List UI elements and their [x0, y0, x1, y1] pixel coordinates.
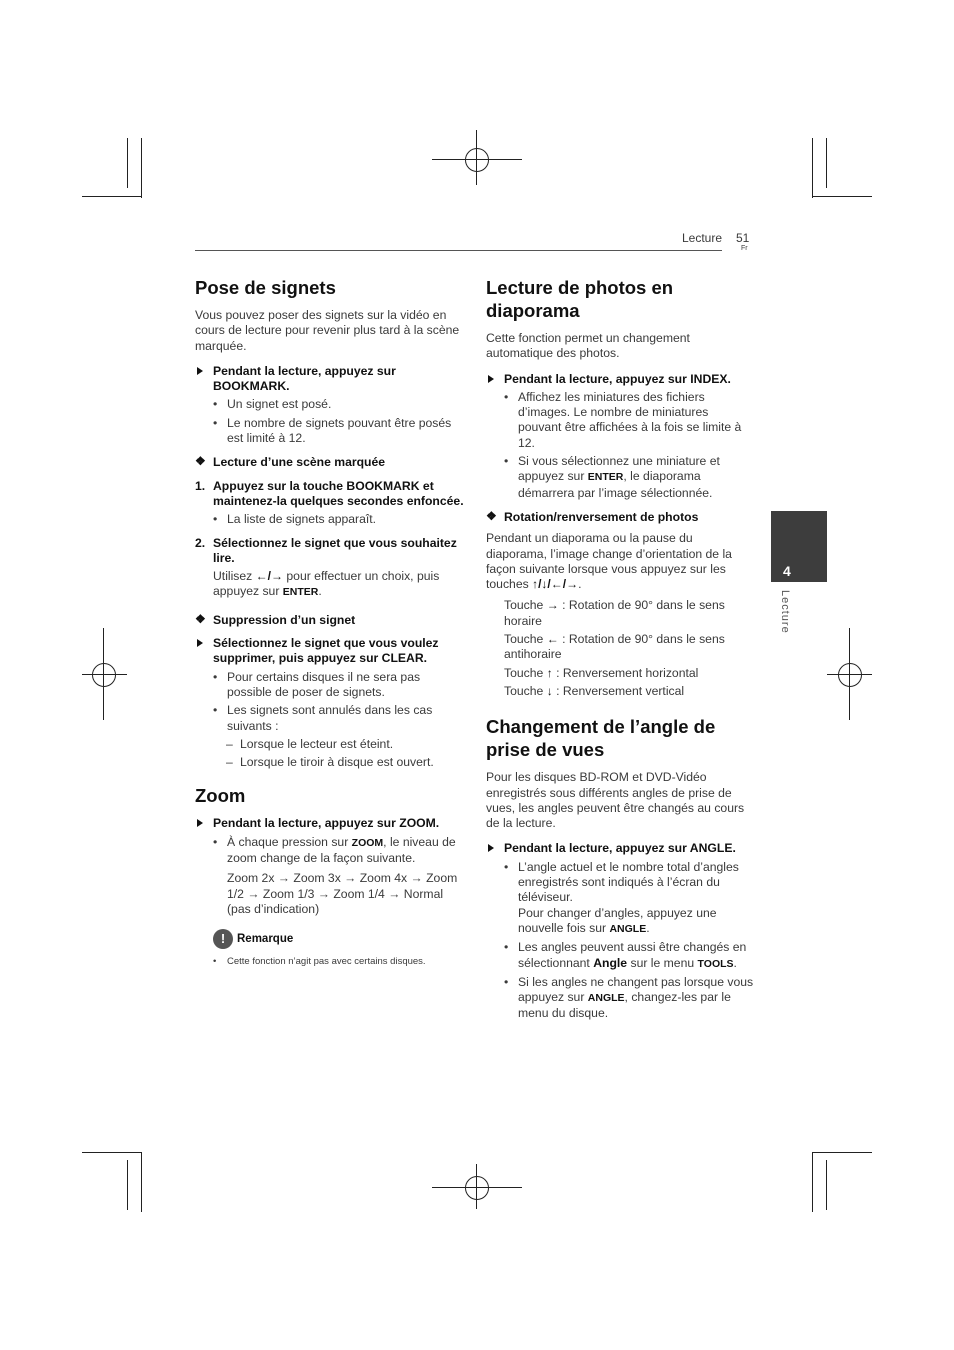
enter-key-label: ENTER [587, 471, 624, 484]
header-rule [195, 250, 722, 251]
slideshow-step: Pendant la lecture, appuyez sur INDEX. [486, 372, 754, 387]
chapter-label: Lecture [779, 590, 791, 634]
exclamation-icon: ! [213, 929, 233, 949]
heading-bookmarks: Pose de signets [195, 277, 336, 298]
note-heading: ! Remarque [195, 929, 465, 949]
step-arrow-icon [197, 639, 203, 647]
right-column [486, 276, 754, 1025]
list-item: • Les angles peuvent aussi être changés en sélectionnant Angle sur le menu TOOLS. [486, 940, 754, 972]
left-column [195, 276, 465, 968]
angle-key-label: ANGLE [609, 922, 647, 935]
delete-bullets [195, 670, 465, 734]
chapter-number: 4 [783, 563, 791, 579]
zoom-sequence: Zoom 2x → Zoom 3x → Zoom 4x → Zoom 1/2 → Zoom 1/3 → Zoom 1/4 → Normal (pas d’indication) [227, 871, 458, 916]
zoom-bullets [195, 835, 465, 867]
rotation-intro: Pendant un diaporama ou la pause du diaporama, l’image change d’orientation de la façon suivante lorsque vous appuyez sur les touches ↑/↓/←/→. [486, 531, 732, 592]
zoom-key-label: ZOOM [351, 836, 384, 849]
step-arrow-icon [488, 375, 494, 383]
step1-bullets [195, 512, 465, 527]
list-item: • La liste de signets apparaît. [195, 512, 465, 527]
zoom-step: Pendant la lecture, appuyez sur ZOOM. [195, 816, 465, 831]
note-text: • Cette fonction n’agit pas avec certains disques. [195, 955, 465, 968]
delete-dashes [195, 737, 465, 771]
bookmarks-intro: Vous pouvez poser des signets sur la vidéo en cours de lecture pour revenir plus tard à la scène marquée. [195, 308, 460, 353]
list-item: Touche ↑ : Renversement horizontal [504, 665, 699, 680]
step-arrow-icon [197, 367, 203, 375]
chapter-tab [771, 511, 827, 582]
list-item: Touche → : Rotation de 90° dans le sens horaire [504, 598, 725, 628]
step-arrow-icon [197, 819, 203, 827]
heading-slideshow: Lecture de photos en diaporama [486, 277, 674, 321]
angle-bullets [486, 860, 754, 1022]
heading-zoom: Zoom [195, 785, 246, 807]
bookmarks-step: Pendant la lecture, appuyez sur BOOKMARK. [195, 364, 465, 395]
subheading-rotation: ❖ Rotation/renversement de photos [486, 508, 699, 524]
delete-step: Sélectionnez le signet que vous voulez supprimer, puis appuyez sur CLEAR. [195, 636, 465, 667]
bookmarks-bullets [195, 397, 465, 446]
subheading-play-bookmark: ❖ Lecture d’une scène marquée [195, 454, 386, 470]
heading-angle: Changement de l’angle de prise de vues [486, 716, 716, 761]
enter-key-label: ENTER [282, 586, 319, 599]
slideshow-intro: Cette fonction permet un changement automatique des photos. [486, 331, 690, 361]
direction-arrows-icon: ↑/↓/←/→ [532, 577, 579, 592]
step2-detail: Utilisez ←/→ pour effectuer un choix, puis appuyez sur ENTER. [213, 569, 440, 599]
diamond-icon: ❖ [195, 611, 206, 626]
list-item: • Si les angles ne changent pas lorsque vous appuyez sur ANGLE, changez-les par le menu du disque. [486, 975, 754, 1022]
list-item: – Lorsque le lecteur est éteint. [195, 737, 465, 752]
language-code: Fr [741, 245, 748, 252]
up-arrow-icon: ↑ [546, 665, 553, 680]
list-item: Touche ← : Rotation de 90° dans le sens antihoraire [504, 632, 725, 662]
angle-menu-item-label: Angle [593, 955, 628, 970]
list-item: – Lorsque le tiroir à disque est ouvert. [195, 755, 465, 770]
rotation-list [486, 598, 754, 699]
slideshow-bullets [486, 390, 754, 501]
left-right-arrows-icon: ←/→ [255, 569, 284, 584]
angle-intro: Pour les disques BD-ROM et DVD-Vidéo enregistrés sous différents angles de prise de vues, les angles peuvent être changés au cours de la lecture. [486, 770, 745, 831]
list-item: Touche ↓ : Renversement vertical [504, 683, 685, 698]
running-header-section: Lecture [682, 231, 723, 245]
angle-step: Pendant la lecture, appuyez sur ANGLE. [486, 841, 754, 856]
right-arrow-icon: → [546, 598, 559, 613]
list-item: • Les signets sont annulés dans les cas suivants : [195, 703, 465, 734]
list-item: • Affichez les miniatures des fichiers d’images. Le nombre de miniatures pouvant être affichées à la fois se limite à 12. [486, 390, 754, 451]
left-arrow-icon: ← [546, 632, 559, 647]
page-number: 51 [736, 231, 750, 245]
list-item: • À chaque pression sur ZOOM, le niveau de zoom change de la façon suivante. [195, 835, 465, 867]
numbered-step-2: 2. Sélectionnez le signet que vous souhaitez lire. [195, 535, 457, 565]
list-item: • Le nombre de signets pouvant être posés est limité à 12. [195, 416, 465, 447]
numbered-step-1: 1. Appuyez sur la touche BOOKMARK et maintenez-la quelques secondes enfoncée. [195, 478, 464, 508]
list-item: • L’angle actuel et le nombre total d’angles enregistrés sont indiqués à l’écran du téléviseur. Pour changer d’angles, appuyez une nouvelle fois sur ANGLE. [486, 860, 754, 937]
step-arrow-icon [488, 844, 494, 852]
list-item: • Pour certains disques il ne sera pas possible de poser de signets. [195, 670, 465, 701]
down-arrow-icon: ↓ [546, 683, 553, 698]
subheading-delete-bookmark: ❖ Suppression d’un signet [195, 611, 356, 627]
diamond-icon: ❖ [486, 508, 497, 523]
list-item: • Un signet est posé. [195, 397, 465, 412]
tools-key-label: TOOLS [697, 957, 734, 970]
list-item: • Si vous sélectionnez une miniature et appuyez sur ENTER, le diaporama démarrera par l’image sélectionnée. [486, 454, 754, 501]
angle-key-label: ANGLE [587, 992, 625, 1005]
diamond-icon: ❖ [195, 454, 206, 469]
